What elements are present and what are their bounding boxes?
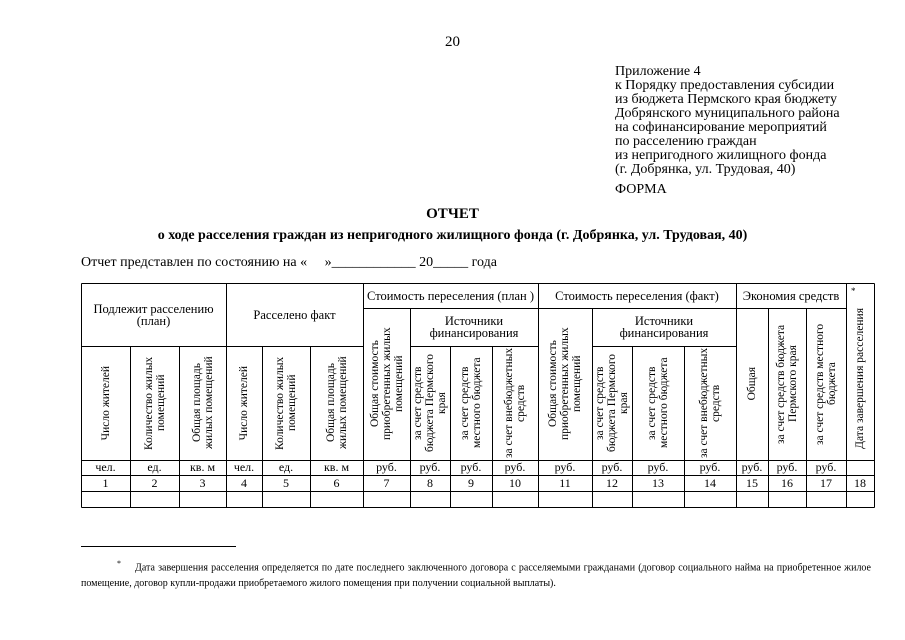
footnote-marker: * (851, 286, 856, 296)
header-cost-fact-text: Стоимость переселения (факт) (555, 288, 719, 303)
column-number: 6 (333, 476, 340, 490)
appendix-line: по расселению граждан (615, 134, 757, 149)
col-header (363, 308, 410, 460)
col-header-text: за счет средств местного бюджета (814, 323, 838, 445)
appendix-line: Приложение 4 (615, 64, 701, 79)
header-cost-plan (363, 283, 538, 308)
col-header (81, 346, 130, 460)
header-cost-plan-text: Стоимость переселения (план ) (367, 288, 534, 303)
column-number: 14 (704, 476, 716, 490)
unit-cell: руб. (504, 460, 526, 474)
unit-cell: руб. (815, 460, 837, 474)
unit-cell: руб. (699, 460, 721, 474)
column-number: 1 (102, 476, 109, 490)
appendix-block (615, 65, 905, 177)
appendix-line: на софинансирование мероприятий (615, 120, 827, 135)
appendix-line: к Порядку предоставления субсидии (615, 78, 835, 93)
unit-cell: руб. (601, 460, 623, 474)
col-header (846, 296, 874, 460)
page-number: 20 (445, 34, 460, 50)
appendix-line: из непригодного жилищного фонда (615, 148, 827, 163)
header-plan-text: Подлежит расселению (план) (93, 301, 214, 328)
col-header (768, 308, 806, 460)
column-number: 9 (468, 476, 474, 490)
header-sources-fact-text: Источники финансирования (619, 314, 709, 340)
column-number: 18 (854, 476, 866, 490)
column-number: 3 (199, 476, 206, 490)
unit-cell: руб. (647, 460, 669, 474)
unit-cell: руб. (741, 460, 763, 474)
column-number: 12 (606, 476, 618, 490)
column-number: 8 (427, 476, 433, 490)
col-header (492, 346, 538, 460)
header-sources-fact (592, 308, 736, 346)
appendix-line: Добрянского муниципального района (615, 106, 840, 121)
appendix-line: из бюджета Пермского края бюджету (615, 92, 837, 107)
col-header-text: за счет средств бюджета Пермского края (412, 353, 448, 453)
form-label: ФОРМА (615, 182, 667, 197)
unit-cell: руб. (376, 460, 397, 474)
unit-cell: кв. м (189, 460, 216, 474)
column-number: 11 (559, 476, 571, 490)
column-number: 17 (820, 476, 832, 490)
unit-cell: руб. (419, 460, 441, 474)
unit-cell: чел. (233, 460, 255, 474)
column-number: 15 (746, 476, 758, 490)
col-header (262, 346, 310, 460)
col-header (310, 346, 363, 460)
unit-cell: чел. (95, 460, 116, 474)
header-sources-plan (410, 308, 538, 346)
col-header-text: Общая стоимость приобретенных жилых помещений (368, 327, 405, 441)
col-header-text: за счет средств местного бюджета (646, 357, 670, 449)
column-number: 2 (151, 476, 158, 490)
unit-cell: кв. м (323, 460, 350, 474)
report-title: ОТЧЕТ (426, 206, 479, 222)
header-fact (226, 283, 363, 346)
footnote-text: Дата завершения расселения определяется по дате последнего заключенного договора с расселяемыми гражданами (договор социального найма на приобретенное жилое помещение, договор купли-продажи приобретаемого жилого помещения при получении социальной выплаты). (81, 562, 871, 590)
col-header (226, 346, 262, 460)
column-number: 7 (383, 476, 390, 490)
header-savings-text: Экономия средств (742, 288, 840, 303)
col-header (179, 346, 226, 460)
col-header-text: Число жителей (99, 365, 112, 441)
col-header-text: Число жителей (238, 365, 250, 441)
col-header (410, 346, 450, 460)
col-header-text: за счет средств местного бюджета (459, 357, 483, 449)
col-header-text: Общая площадь жилых помещений (190, 356, 215, 450)
column-number: 13 (652, 476, 664, 490)
col-header (632, 346, 684, 460)
column-number: 5 (283, 476, 289, 490)
col-header-text: Дата завершения расселения (854, 307, 866, 449)
col-header-text: Общая (746, 367, 758, 401)
col-header-text: Количество жилых помещений (142, 356, 167, 450)
col-header-text: Количество жилых помещений (274, 356, 298, 450)
column-number: 4 (241, 476, 247, 490)
col-header-text: Общая стоимость приобретенных жилых помещений (547, 327, 583, 441)
appendix-line: (г. Добрянка, ул. Трудовая, 40) (615, 162, 796, 177)
col-header (592, 346, 632, 460)
col-header (684, 346, 736, 460)
header-cost-fact (538, 283, 736, 308)
col-header-text: за счет средств бюджета Пермского края (775, 324, 799, 444)
col-header-text: за счет средств бюджета Пермского края (594, 353, 630, 453)
unit-cell: ед. (147, 460, 162, 474)
col-header (450, 346, 492, 460)
unit-cell: руб. (554, 460, 576, 474)
footnote-star: * (117, 559, 121, 568)
header-plan (81, 283, 226, 346)
col-header-text: за счет внебюджетных средств (698, 347, 722, 459)
report-date-line: Отчет представлен по состоянию на « »____________ 20_____ года (81, 255, 497, 270)
col-header (538, 308, 592, 460)
report-subtitle: о ходе расселения граждан из непригодного жилищного фонда (г. Добрянка, ул. Трудовая, 40) (157, 228, 748, 243)
unit-cell: ед. (278, 460, 294, 474)
col-header (736, 308, 768, 460)
footnote-rule (81, 546, 236, 547)
column-number: 16 (781, 476, 793, 490)
col-header (806, 308, 846, 460)
header-fact-text: Расселено факт (253, 307, 336, 322)
header-savings (736, 283, 846, 308)
col-header-text: за счет внебюджетных средств (503, 347, 527, 459)
col-header (130, 346, 179, 460)
unit-cell: руб. (460, 460, 482, 474)
unit-cell (846, 461, 874, 474)
unit-cell: руб. (776, 460, 798, 474)
header-sources-plan-text: Источники финансирования (429, 314, 519, 340)
footnote (81, 556, 871, 592)
column-number: 10 (509, 476, 521, 490)
col-header-text: Общая площадь жилых помещений (324, 356, 349, 450)
